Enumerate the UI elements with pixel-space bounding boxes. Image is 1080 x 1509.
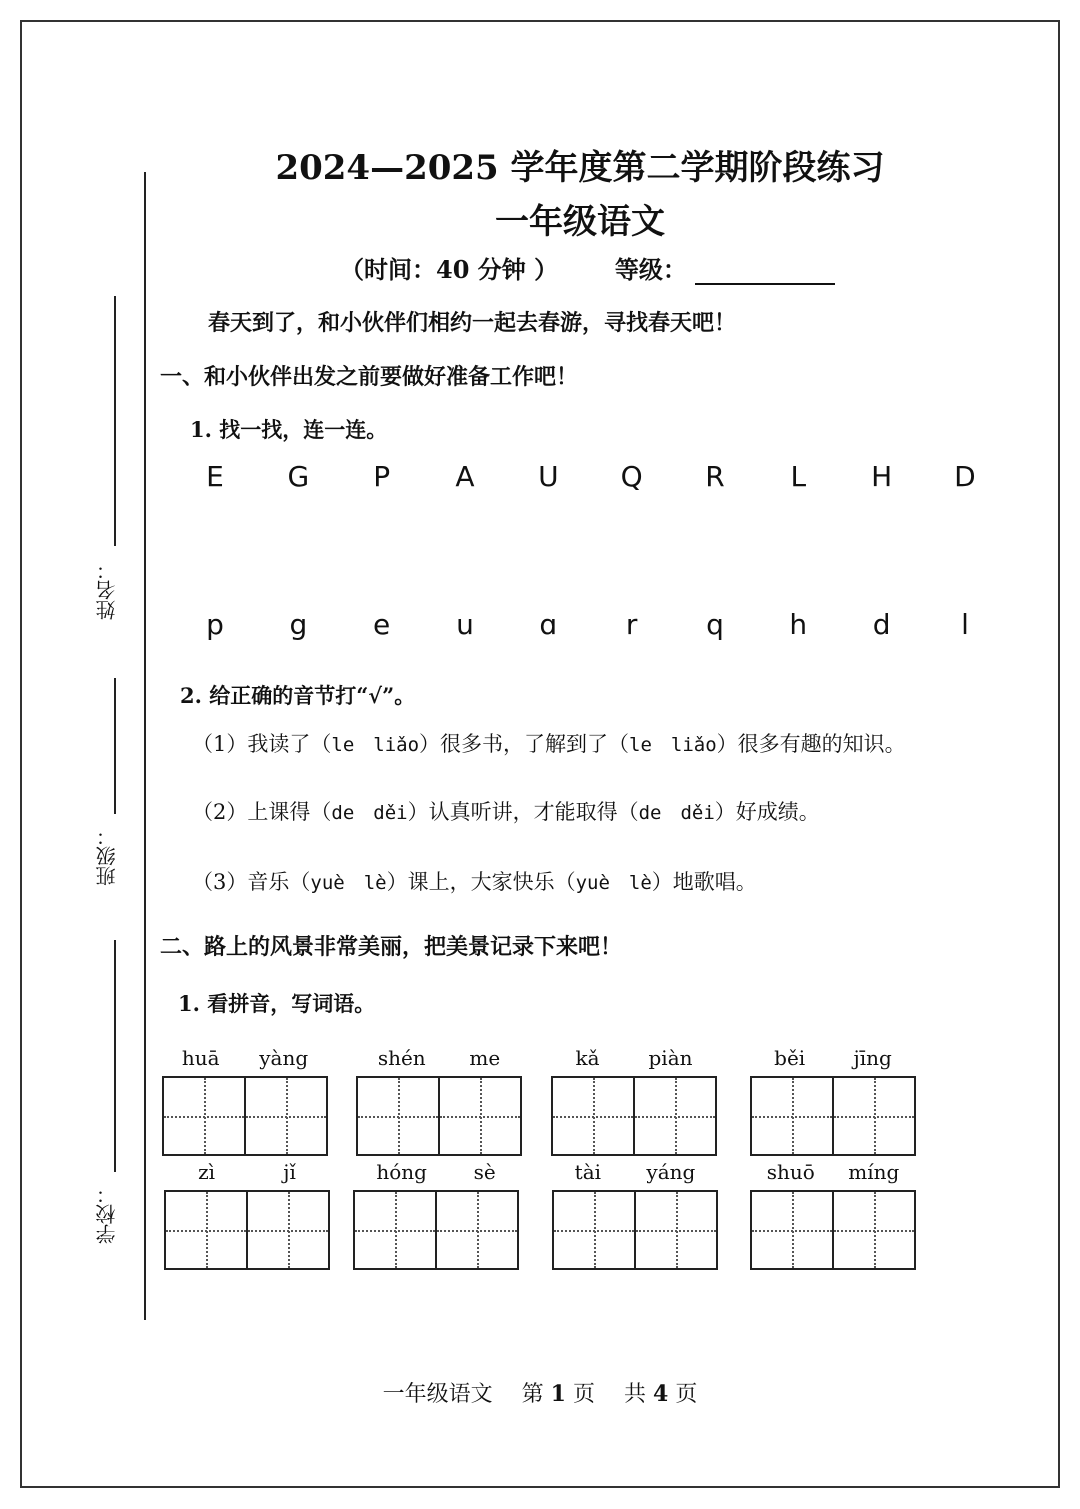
writing-cell[interactable]	[635, 1078, 715, 1154]
uppercase-letter[interactable]: P	[373, 460, 391, 493]
pinyin-choice[interactable]: le liǎo	[629, 734, 717, 756]
pinyin: me	[469, 1046, 501, 1070]
class-line	[114, 678, 116, 814]
word-grid	[551, 1046, 717, 1156]
lowercase-letter[interactable]: d	[872, 608, 891, 641]
pinyin: hóng	[376, 1160, 427, 1184]
word-grid	[356, 1046, 522, 1156]
uppercase-letter[interactable]: A	[455, 460, 475, 493]
sentence-text: ）很多书，了解到了（	[419, 732, 630, 756]
uppercase-row	[160, 460, 990, 493]
uppercase-letter[interactable]: R	[705, 460, 725, 493]
sentence-text: （3）音乐（	[192, 870, 311, 894]
lowercase-letter[interactable]: ɑ	[539, 608, 558, 641]
grade-label: 等级：	[614, 255, 687, 284]
pinyin-choice[interactable]: le liǎo	[331, 734, 420, 756]
word-grid	[164, 1160, 330, 1270]
uppercase-letter[interactable]: Q	[620, 460, 643, 493]
writing-cell[interactable]	[553, 1078, 635, 1154]
uppercase-letter[interactable]: H	[871, 460, 893, 493]
footer-total-prefix: 共	[624, 1382, 647, 1407]
grade-blank[interactable]	[695, 261, 835, 285]
footer-total-suffix: 页	[675, 1382, 698, 1407]
time-label: （时间：40 分钟 ）	[340, 255, 559, 284]
pinyin: piàn	[648, 1046, 693, 1070]
lowercase-letter[interactable]: p	[206, 608, 224, 641]
s1-q2-label: 2. 给正确的音节打“√”。	[180, 683, 416, 708]
sentence-text: ）好成绩。	[714, 800, 820, 824]
pinyin-sentence-2	[192, 796, 820, 826]
pinyin: shuō	[766, 1160, 815, 1184]
pinyin-sentence-3	[192, 866, 757, 896]
exam-subtitle: 一年级语文	[495, 202, 665, 242]
uppercase-letter[interactable]: D	[954, 460, 976, 493]
footer-page-number: 1	[550, 1381, 566, 1407]
writing-cell[interactable]	[752, 1192, 834, 1268]
footer-page-suffix: 页	[572, 1382, 595, 1407]
writing-cell[interactable]	[166, 1192, 248, 1268]
sentence-text: ）地歌唱。	[651, 870, 757, 894]
sentence-text: （2）上课得（	[192, 800, 332, 824]
word-grid	[162, 1046, 328, 1156]
lowercase-row	[160, 608, 990, 641]
section-1-title: 一、和小伙伴出发之前要做好准备工作吧！	[160, 364, 579, 390]
sentence-text: （1）我读了（	[192, 732, 332, 756]
s1-q1-label: 1. 找一找，连一连。	[190, 417, 388, 442]
exam-meta	[340, 250, 835, 285]
word-grid	[750, 1046, 916, 1156]
pinyin: huā	[181, 1046, 220, 1070]
word-grid	[552, 1160, 718, 1270]
pinyin-choice[interactable]: de děi	[638, 802, 715, 824]
lowercase-letter[interactable]: h	[789, 608, 808, 641]
writing-cell[interactable]	[248, 1192, 328, 1268]
pinyin-choice[interactable]: de děi	[331, 802, 408, 824]
class-label: 班级：	[95, 826, 119, 886]
school-line	[114, 940, 116, 1172]
writing-cell[interactable]	[437, 1192, 517, 1268]
binding-line	[144, 172, 146, 1320]
writing-cell[interactable]	[164, 1078, 246, 1154]
writing-cell[interactable]	[358, 1078, 440, 1154]
sentence-text: ）很多有趣的知识。	[716, 732, 906, 756]
name-line	[114, 296, 116, 546]
footer-total-number: 4	[653, 1381, 669, 1407]
writing-cell[interactable]	[752, 1078, 834, 1154]
writing-cell[interactable]	[355, 1192, 437, 1268]
pinyin: kǎ	[575, 1046, 600, 1070]
pinyin: shén	[377, 1046, 426, 1070]
sentence-text: ）认真听讲，才能取得（	[407, 800, 639, 824]
writing-cell[interactable]	[440, 1078, 520, 1154]
lowercase-letter[interactable]: g	[289, 608, 308, 641]
word-grid	[750, 1160, 916, 1270]
pinyin: míng	[848, 1160, 900, 1184]
pinyin-choice[interactable]: yuè lè	[575, 872, 652, 894]
pinyin: yáng	[646, 1160, 696, 1184]
writing-cell[interactable]	[246, 1078, 326, 1154]
pinyin: zì	[198, 1160, 216, 1184]
sentence-text: ）课上，大家快乐（	[386, 870, 576, 894]
page-footer	[0, 1377, 1080, 1408]
uppercase-letter[interactable]: E	[206, 460, 224, 493]
lowercase-letter[interactable]: e	[373, 608, 391, 641]
pinyin: yàng	[259, 1046, 309, 1070]
pinyin: jǐ	[283, 1160, 296, 1184]
section-2-title: 二、路上的风景非常美丽，把美景记录下来吧！	[160, 934, 623, 960]
name-label: 姓名：	[95, 560, 119, 620]
pinyin: sè	[473, 1160, 496, 1184]
lowercase-letter[interactable]: q	[706, 608, 724, 641]
s2-q1-label: 1. 看拼音，写词语。	[178, 991, 376, 1016]
pinyin-choice[interactable]: yuè lè	[310, 872, 387, 894]
word-grid	[353, 1160, 519, 1270]
writing-cell[interactable]	[834, 1078, 914, 1154]
school-label: 学校：	[95, 1184, 119, 1244]
pinyin: tài	[574, 1160, 602, 1184]
lowercase-letter[interactable]: l	[961, 608, 969, 641]
uppercase-letter[interactable]: L	[790, 460, 807, 493]
footer-subject: 一年级语文	[382, 1382, 493, 1407]
intro-text: 春天到了，和小伙伴们相约一起去春游，寻找春天吧！	[208, 310, 737, 336]
writing-cell[interactable]	[554, 1192, 636, 1268]
pinyin-sentence-1	[192, 728, 906, 758]
exam-title: 2024—2025 学年度第二学期阶段练习	[275, 148, 885, 188]
pinyin: běi	[774, 1046, 806, 1070]
writing-cell[interactable]	[636, 1192, 716, 1268]
footer-page-prefix: 第	[521, 1382, 544, 1407]
pinyin: jīng	[853, 1046, 892, 1070]
lowercase-letter[interactable]: r	[625, 608, 638, 641]
uppercase-letter[interactable]: U	[538, 460, 559, 493]
uppercase-letter[interactable]: G	[287, 460, 310, 493]
lowercase-letter[interactable]: u	[456, 608, 474, 641]
writing-cell[interactable]	[834, 1192, 914, 1268]
